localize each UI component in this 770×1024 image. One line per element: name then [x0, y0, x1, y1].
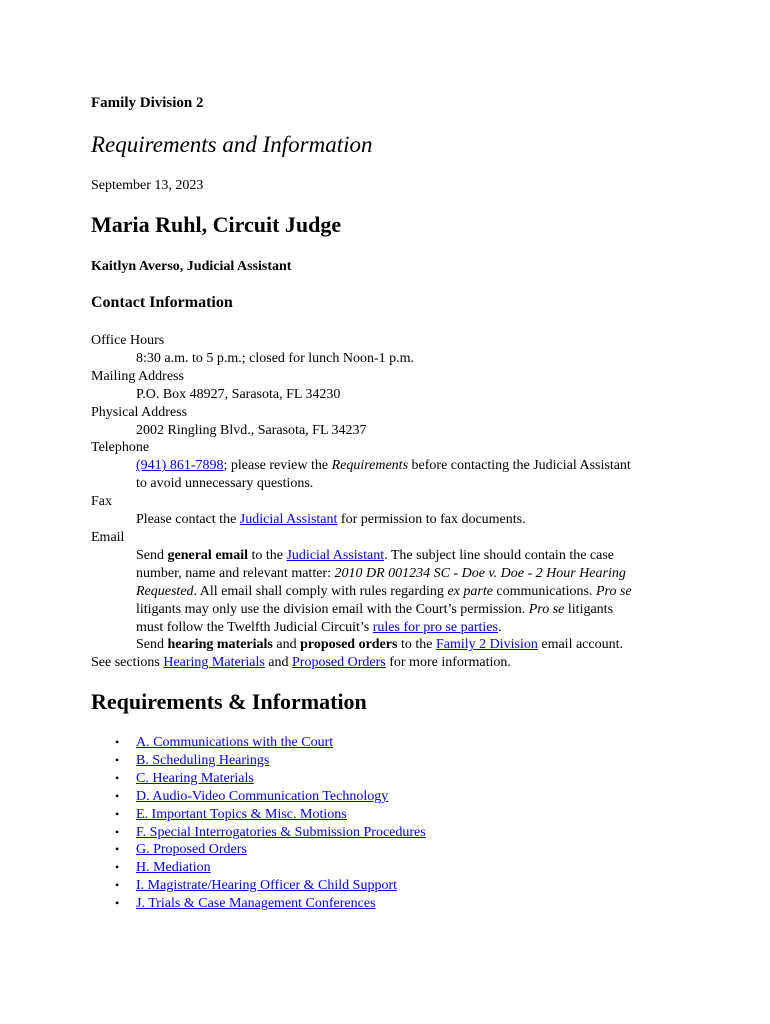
family-division-link[interactable]: Family 2 Division: [435, 637, 538, 653]
bullet-icon: •: [115, 824, 120, 839]
email-value: [136, 547, 691, 654]
email-text: . All email shall comply with rules regarding: [193, 583, 448, 599]
division-title: Family Division 2: [91, 95, 204, 111]
fax-text: Please contact the: [136, 512, 240, 528]
email-assistant-link[interactable]: Judicial Assistant: [286, 547, 385, 563]
email-bold: hearing materials: [167, 637, 273, 653]
bullet-icon: •: [115, 752, 120, 767]
toc-item: [91, 841, 426, 859]
mailing-address-label: Mailing Address: [91, 368, 184, 384]
email-emphasis: Pro se: [595, 583, 632, 599]
email-emphasis: Pro se: [528, 601, 565, 617]
physical-address-label: Physical Address: [91, 404, 188, 420]
bullet-icon: •: [115, 860, 120, 875]
telephone-label: Telephone: [91, 440, 150, 456]
email-emphasis: ex parte: [447, 583, 493, 599]
requirements-emphasis: Requirements: [331, 458, 409, 474]
toc-item: [91, 734, 426, 752]
toc-item: [91, 877, 426, 895]
email-text: Send: [136, 547, 168, 563]
email-text: . The subject line should contain the case: [384, 547, 615, 563]
toc-link[interactable]: G. Proposed Orders: [136, 842, 247, 858]
toc-item: [91, 859, 426, 877]
telephone-text: before contacting the Judicial Assistant: [408, 458, 631, 474]
bullet-icon: •: [115, 896, 120, 911]
requirements-toc: [91, 734, 426, 913]
toc-link[interactable]: I. Magistrate/Hearing Officer & Child Support: [136, 878, 398, 894]
toc-item: [91, 752, 426, 770]
telephone-value: [136, 457, 691, 493]
note-text: for more information.: [385, 655, 511, 671]
pro-se-rules-link[interactable]: rules for pro se parties: [372, 619, 498, 635]
toc-link[interactable]: D. Audio-Video Communication Technology: [136, 788, 389, 804]
office-hours-label: Office Hours: [91, 333, 165, 348]
bullet-icon: •: [115, 842, 120, 857]
toc-item: [91, 895, 426, 913]
telephone-text: ; please review the: [223, 458, 332, 474]
contact-heading: Contact Information: [91, 294, 233, 311]
mailing-address-value: P.O. Box 48927, Sarasota, FL 34230: [136, 386, 341, 402]
email-text: litigants: [564, 601, 614, 617]
document-date: September 13, 2023: [91, 178, 204, 193]
email-text: to the: [247, 547, 287, 563]
toc-item: [91, 806, 426, 824]
email-label: Email: [91, 529, 125, 545]
email-text: communications.: [492, 583, 596, 599]
physical-address-value: 2002 Ringling Blvd., Sarasota, FL 34237: [136, 422, 367, 438]
fax-value: [136, 511, 691, 529]
office-hours-value: 8:30 a.m. to 5 p.m.; closed for lunch Noon-1 p.m.: [136, 350, 415, 366]
page-subtitle: Requirements and Information: [91, 132, 373, 157]
note-text: and: [264, 655, 293, 671]
requirements-heading: Requirements & Information: [91, 689, 367, 714]
toc-link[interactable]: C. Hearing Materials: [136, 770, 254, 786]
email-text: email account.: [537, 637, 623, 653]
telephone-text: to avoid unnecessary questions.: [136, 476, 314, 492]
email-bold: proposed orders: [300, 637, 398, 653]
email-text: Send: [136, 637, 168, 653]
fax-assistant-link[interactable]: Judicial Assistant: [239, 512, 338, 528]
toc-item: [91, 824, 426, 842]
email-text: must follow the Twelfth Judicial Circuit’s: [136, 619, 373, 635]
fax-text: for permission to fax documents.: [337, 512, 526, 528]
bullet-icon: •: [115, 735, 120, 749]
phone-link[interactable]: (941) 861-7898: [136, 458, 224, 474]
email-emphasis: 2010 DR 001234 SC - Doe v. Doe - 2 Hour Hearing: [334, 565, 626, 581]
toc-item: [91, 788, 426, 806]
email-text: number, name and relevant matter:: [136, 565, 335, 581]
bullet-icon: •: [115, 806, 120, 821]
email-emphasis: Requested: [136, 583, 194, 599]
bullet-icon: •: [115, 788, 120, 803]
toc-item: [91, 770, 426, 788]
email-text: and: [272, 637, 301, 653]
see-sections-note: [91, 654, 691, 672]
toc-link[interactable]: J. Trials & Case Management Conferences: [136, 896, 376, 912]
email-text: .: [497, 619, 502, 635]
email-text: litigants may only use the division email with the Court’s permission.: [136, 601, 529, 617]
assistant-name: Kaitlyn Averso, Judicial Assistant: [91, 259, 292, 274]
proposed-orders-link[interactable]: Proposed Orders: [292, 655, 386, 671]
contact-list: [91, 332, 691, 672]
toc-link[interactable]: A. Communications with the Court: [136, 735, 334, 750]
hearing-materials-link[interactable]: Hearing Materials: [163, 655, 265, 671]
judge-name: Maria Ruhl, Circuit Judge: [91, 212, 342, 237]
note-text: See sections: [91, 655, 164, 671]
toc-link[interactable]: E. Important Topics & Misc. Motions: [136, 806, 347, 822]
toc-link[interactable]: H. Mediation: [136, 860, 211, 876]
email-bold: general email: [167, 547, 248, 563]
bullet-icon: •: [115, 770, 120, 785]
bullet-icon: •: [115, 878, 120, 893]
email-text: to the: [397, 637, 436, 653]
fax-label: Fax: [91, 494, 112, 510]
toc-link[interactable]: F. Special Interrogatories & Submission Procedures: [136, 824, 426, 840]
toc-link[interactable]: B. Scheduling Hearings: [136, 752, 270, 768]
